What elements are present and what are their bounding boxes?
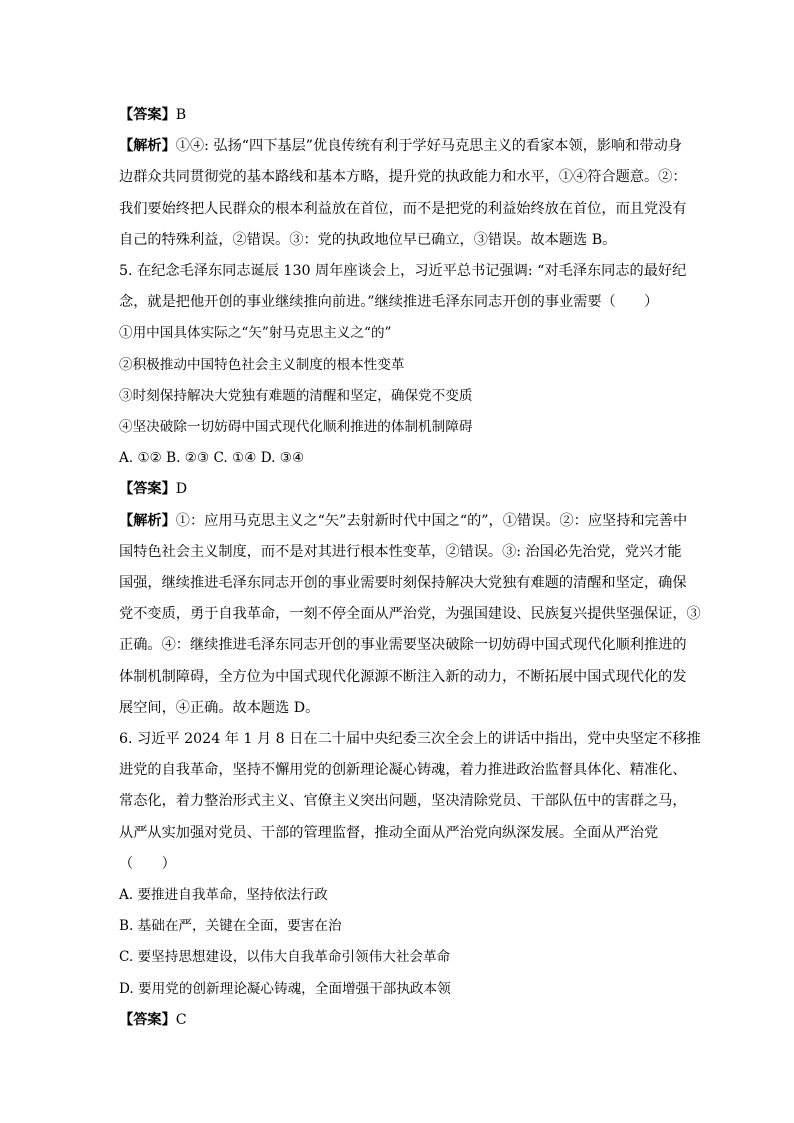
q5-analysis-line-7: 展空间，④正确。故本题选 D。 — [119, 699, 320, 716]
answer-label: 【答案】 — [119, 481, 176, 498]
q6-stem-line-4: 从严从实加强对党员、干部的管理监督，推动全面从严治党向纵深发展。全面从严治党 — [119, 824, 659, 841]
q6-stem-line-2: 进党的自我革命，坚持不懈用党的创新理论凝心铸魂，着力推进政治监督具体化、精准化、 — [119, 762, 687, 779]
answer-label: 【答案】 — [119, 107, 176, 123]
q4-answer — [119, 100, 679, 131]
q5-stem-line-1: 5. 在纪念毛泽东同志诞辰 130 周年座谈会上，习近平总书记强调: “对毛泽东同志的最好纪 — [119, 263, 687, 280]
q4-analysis-line-4: 自己的特殊利益，②错误。③：党的执政地位早已确立，③错误。故本题选 B。 — [119, 231, 617, 248]
q6-stem-line-1: 6. 习近平 2024 年 1 月 8 日在二十届中央纪委三次全会上的讲话中指出，党中央坚定不移推 — [119, 731, 701, 748]
analysis-label: 【解析】 — [119, 138, 176, 155]
answer-value: B — [175, 107, 187, 123]
analysis-text: ①：应用马克思主义之“矢”去射新时代中国之“的”，①错误。②：应坚持和完善中 — [175, 512, 688, 529]
q6-option-d: D. 要用党的创新理论凝心铸魂，全面增强干部执政本领 — [119, 980, 451, 997]
q5-analysis-line-5: 正确。④：继续推进毛泽东同志开创的事业需要坚决破除一切妨碍中国式现代化顺利推进的 — [119, 637, 687, 654]
q5-answer — [119, 474, 679, 505]
q5-analysis-line-6: 体制机制障碍，全方位为中国式现代化源源不断注入新的动力，不断拓展中国式现代化的发 — [119, 668, 687, 685]
q4-analysis-line-2: 边群众共同贯彻党的基本路线和基本方略，提升党的执政能力和水平，①④符合题意。②： — [119, 169, 687, 186]
q5-options: A. ①② B. ②③ C. ①④ D. ③④ — [119, 450, 305, 467]
answer-value: C — [175, 1011, 187, 1028]
q6-answer — [119, 1005, 679, 1036]
analysis-label: 【解析】 — [119, 512, 176, 529]
q4-analysis-line-3: 我们要始终把人民群众的根本利益放在首位，而不是把党的利益始终放在首位，而且党没有 — [119, 200, 687, 217]
q6-stem-line-3: 常态化，着力整治形式主义、官僚主义突出问题，坚决清除党员、干部队伍中的害群之马， — [119, 793, 687, 810]
answer-label: 【答案】 — [119, 1011, 176, 1028]
q5-statement-4: ④坚决破除一切妨碍中国式现代化顺利推进的体制机制障碍 — [119, 419, 473, 436]
document-content — [119, 100, 701, 1036]
q5-statement-1: ①用中国具体实际之“矢”射马克思主义之“的” — [119, 325, 392, 342]
q5-statement-3: ③时刻保持解决大党独有难题的清醒和坚定，确保党不变质 — [119, 387, 473, 404]
q5-stem-line-2: 念，就是把他开创的事业继续推向前进。”继续推进毛泽东同志开创的事业需要（ ） — [119, 294, 659, 311]
q5-analysis-line-3: 国强，继续推进毛泽东同志开创的事业需要时刻保持解决大党独有难题的清醒和坚定，确保 — [119, 575, 687, 592]
answer-value: D — [175, 481, 188, 498]
q5-analysis-line-4: 党不变质，勇于自我革命，一刻不停全面从严治党，为强国建设、民族复兴提供坚强保证，③ — [119, 606, 701, 623]
q6-option-c: C. 要坚持思想建设，以伟大自我革命引领伟大社会革命 — [119, 949, 451, 966]
q5-analysis-line-2: 国特色社会主义制度，而不是对其进行根本性变革，②错误。③: 治国必先治党，党兴才能 — [119, 543, 682, 560]
q6-stem-line-5: （ ） — [119, 855, 176, 872]
q6-option-b: B. 基础在严，关键在全面，要害在治 — [119, 918, 342, 935]
q4-analysis-line-1 — [119, 131, 682, 162]
q5-statement-2: ②积极推动中国特色社会主义制度的根本性变革 — [119, 356, 405, 373]
q6-option-a: A. 要推进自我革命，坚持依法行政 — [119, 887, 328, 904]
q5-analysis-line-1 — [119, 506, 688, 537]
analysis-text: ①④: 弘扬“四下基层”优良传统有利于学好马克思主义的看家本领，影响和带动身 — [175, 138, 682, 155]
